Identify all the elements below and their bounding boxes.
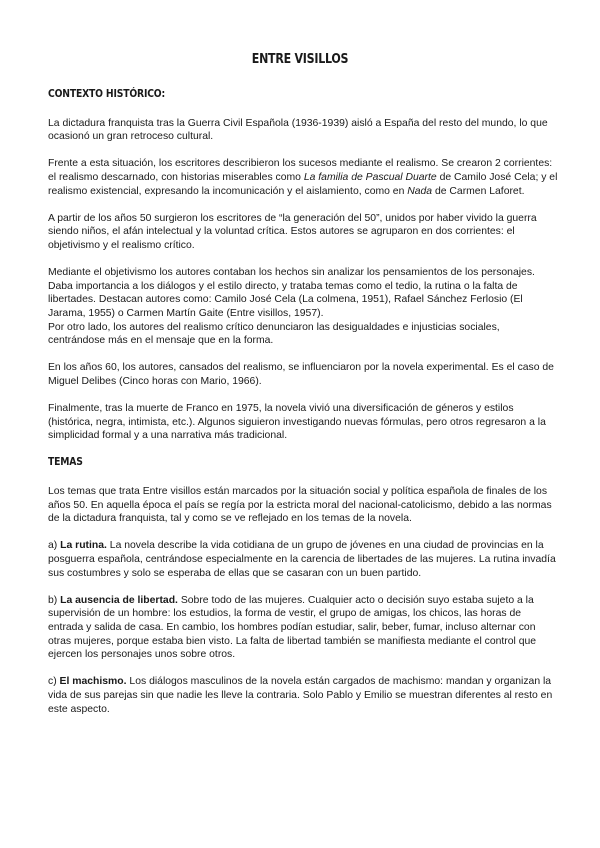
theme-title: La ausencia de libertad. [60,594,178,606]
theme-text: Sobre todo de las mujeres. Cualquier acto o decisión suyo estaba sujeto a la supervisión de un hombre: los estudios, la forma de vestir, el grupo de amigas, los chicos, las horas de entrada y salida de casa. En cambio, los hombres podían estudiar, salir, beber, fumar, incluso alternar con otras mujeres, porque estaba bien visto. La falta de libertad también se manifiesta mediante el control que ejercen los personajes unos sobre otros. [48,594,537,661]
text-run: de Carmen Laforet. [432,185,525,197]
paragraph: En los años 60, los autores, cansados del realismo, se influenciaron por la novela experimental. Es el caso de Miguel Delibes (Cinco horas con Mario, 1966). [48,362,554,387]
document-body [48,88,558,730]
page-title: ENTRE VISILLOS [251,52,349,67]
theme-title: La rutina. [60,540,107,552]
theme-item [48,675,558,716]
section-heading-temas: TEMAS [48,456,83,469]
theme-item [48,594,558,662]
theme-text: Los diálogos masculinos de la novela están cargados de machismo: mandan y organizan la vida de sus parejas sin que nadie les lleve la contraria. Solo Pablo y Emilio se muestran diferentes al resto en este aspecto. [48,676,553,715]
paragraph: Finalmente, tras la muerte de Franco en 1975, la novela vivió una diversificación de géneros y estilos (histórica, negra, intimista, etc.). Algunos siguieron investigando nuevas fórmulas, pero otros regresaron a la simplicidad formal y a una narrativa más tradicional. [48,403,546,442]
theme-text: La novela describe la vida cotidiana de un grupo de jóvenes en una ciudad de provincias en la posguerra española, centrándose especialmente en la carencia de libertades de las mujeres. La rutina invadía sus costumbres y solo se esperaba de ellas que se casaran con un buen partido. [48,540,556,579]
theme-item [48,539,558,580]
item-label: a) [48,540,61,552]
paragraph: Los temas que trata Entre visillos están marcados por la situación social y política española de finales de los años 50. En aquella época el país se regía por la estricta moral del nacional-catolicismo, debido a las normas de la dictadura franquista, tal y como se ve reflejado en los temas de la novela. [48,486,552,525]
section-heading-contexto: CONTEXTO HISTÓRICO: [48,88,166,100]
item-label: b) [48,594,61,606]
paragraph: La dictadura franquista tras la Guerra Civil Española (1936-1939) aisló a España del resto del mundo, lo que ocasionó un gran retroceso cultural. [48,117,548,143]
item-label: c) [48,676,60,688]
paragraph: Por otro lado, los autores del realismo crítico denunciaron las desigualdades e injusticias sociales, centrándose más en el mensaje que en la forma. [48,321,500,347]
paragraph: Mediante el objetivismo los autores contaban los hechos sin analizar los pensamientos de los personajes. Daba importancia a los diálogos y el estilo directo, y trataba temas como el tedio, la rutina o la falta de libertades. Destacan autores como: Camilo José Cela (La colmena, 1951), Rafael Sánchez Ferlosio (El Jarama, 1955) o Carmen Martín Gaite (Entre visillos, 1957). [48,267,535,319]
text-run: de Camilo José Cela; y el realismo existencial, expresando la incomunicación y el aislamiento, como en [48,171,558,197]
text-run: Frente a esta situación, los escritores describieron los sucesos mediante el realismo. Se crearon 2 corrientes: el realismo descarnado, con historias miserables como [48,158,553,183]
book-title: Nada [407,185,433,197]
theme-title: El machismo. [59,676,127,688]
paragraph [48,157,558,198]
paragraph: A partir de los años 50 surgieron los escritores de “la generación del 50”, unidos por haber vivido la guerra siendo niños, el afán intelectual y la voluntad crítica. Estos autores se agruparon en dos corrientes: el objetivismo y el realismo crítico. [48,212,537,251]
book-title: La familia de Pascual Duarte [303,171,437,183]
